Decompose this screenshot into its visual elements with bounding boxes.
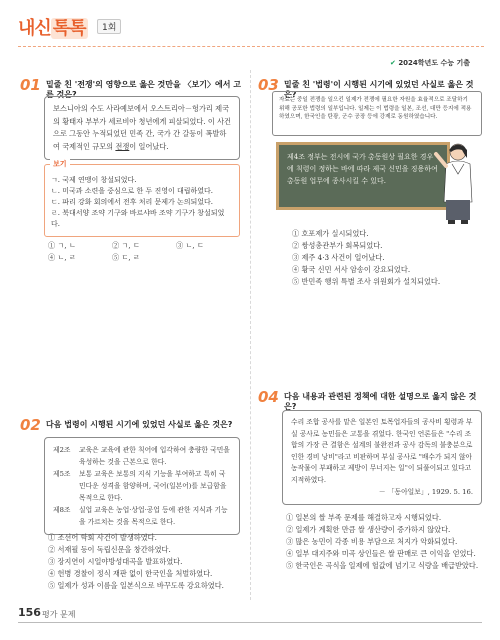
choice-3[interactable]: ③ ㄴ, ㄷ — [176, 241, 204, 250]
page-number: 156 — [18, 606, 41, 619]
choice-4[interactable]: ④ ㄴ, ㄹ — [48, 253, 76, 262]
choice-2[interactable]: ② 일제가 계획한 만큼 쌀 생산량이 증가하지 않았다. — [286, 525, 451, 534]
check-icon: ✔ — [390, 59, 396, 67]
brand-main: 내신 — [18, 18, 51, 39]
passage-text: 이 일어났다. — [129, 141, 169, 151]
choice-list — [48, 532, 244, 592]
bogi-label: 보기 — [50, 159, 70, 169]
round-tag: 1회 — [97, 19, 121, 34]
question-number: 03 — [258, 76, 279, 94]
article-text: 보통 교육은 보통의 지식 기능을 부여하고 특히 국민다운 성격을 함양하며, 국어(일본어)를 보급함을 목적으로 한다. — [79, 470, 227, 502]
passage-text: 수리 조합 공사를 맡은 일본인 토목업자들의 공사비 횡령과 부실 공사로 농민들은 고통을 겪었다. 한국인 언론들은 "수리 조합의 가장 큰 결함은 설계의 불완전과 공사 감독의 불충분으로 인한 경비 낭비"라고 비판하며 부실 공사로 "배수가 되지 않아 농작물이 부패하고 제방이 무너지는 일"이 되풀이되고 있다고 지적하였다. — [291, 418, 473, 484]
choice-list — [286, 512, 484, 572]
chalkboard: 제4조 정부는 전시에 국가 총동원상 필요한 경우에 칙령이 정하는 바에 따라 제국 신민을 징용하여 총동원 업무에 종사시킬 수 있다. — [276, 142, 450, 210]
choice-list — [48, 240, 244, 264]
exam-label — [390, 58, 470, 68]
article-number: 제8조 — [53, 506, 71, 514]
law-article — [53, 468, 231, 504]
choice-list — [292, 228, 488, 288]
article-text: 교육은 교육에 관한 칙어에 입각하여 충량한 국민을 육성하는 것을 근본으로 한다. — [79, 446, 230, 466]
choice-3[interactable]: ③ 제주 4·3 사건이 일어났다. — [292, 253, 385, 262]
bogi-item: ㄴ. 미국과 소련을 중심으로 한 두 진영이 대립하였다. — [51, 187, 214, 195]
exam-label-text: 2024학년도 수능 기출 — [398, 59, 471, 67]
question-number: 01 — [20, 76, 41, 94]
column-divider — [250, 70, 251, 600]
choice-2[interactable]: ② 서재필 등이 독립신문을 창간하였다. — [48, 545, 171, 554]
question-number: 04 — [258, 388, 279, 406]
explanation-box: 자료는 중일 전쟁을 일으킨 일제가 전쟁에 필요한 자원을 효율적으로 조달하기 위해 공포한 법령의 일부입니다. 일제는 이 법령을 일본, 조선, 대만 등지에 적용하였으며, 한국인을 탄광, 군수 공장 등에 강제로 동원하였습니다. — [272, 91, 482, 136]
law-box — [44, 437, 240, 535]
article-text: 실업 교육은 농업·상업·공업 등에 관한 지식과 기능을 가르치는 것을 목적으로 한다. — [79, 506, 228, 526]
passage-source: － 「동아일보」, 1929. 5. 16. — [378, 487, 473, 496]
choice-2[interactable]: ② ㄱ, ㄷ — [112, 241, 140, 250]
article-number: 제2조 — [53, 446, 71, 454]
choice-1[interactable]: ① 일본의 쌀 부족 문제를 해결하고자 시행되었다. — [286, 513, 442, 522]
question-text: 밑줄 친 '법령'이 시행된 시기에 있었던 사실로 옳은 것은? — [284, 80, 474, 99]
bogi-box — [44, 164, 240, 237]
brand-logo — [18, 14, 88, 40]
law-article — [53, 504, 231, 528]
question-text: 밑줄 친 '전쟁'의 영향으로 옳은 것만을 〈보기〉에서 고른 것은? — [46, 80, 241, 99]
choice-5[interactable]: ⑤ 일제가 성과 이름을 일본식으로 바꾸도록 강요하였다. — [48, 581, 224, 590]
question-text: 다음 내용과 관련된 정책에 대한 설명으로 옳지 않은 것은? — [284, 392, 477, 411]
choice-5[interactable]: ⑤ 반민족 행위 특별 조사 위원회가 설치되었다. — [292, 277, 441, 286]
article-number: 제5조 — [53, 470, 71, 478]
law-article — [53, 444, 231, 468]
bogi-item: ㄱ. 국제 연맹이 창설되었다. — [51, 176, 137, 184]
teacher-illustration — [432, 140, 480, 225]
bogi-item: ㄷ. 파리 강화 회의에서 전후 처리 문제가 논의되었다. — [51, 198, 214, 206]
choice-5[interactable]: ⑤ 한국인은 곡식을 일제에 헐값에 넘기고 식량을 배급받았다. — [286, 561, 479, 570]
brand-accent: 톡톡 — [52, 18, 86, 39]
footer-label: 평가 문제 — [42, 610, 76, 619]
passage-box — [44, 96, 240, 160]
header-divider — [18, 46, 484, 47]
footer-divider — [18, 622, 482, 623]
choice-1[interactable]: ① 호포제가 실시되었다. — [292, 229, 369, 238]
choice-4[interactable]: ④ 황국 신민 서사 암송이 강요되었다. — [292, 265, 411, 274]
choice-2[interactable]: ② 쌍성총관부가 회복되었다. — [292, 241, 383, 250]
choice-4[interactable]: ④ 일부 대지주와 미곡 상인들은 쌀 판매로 큰 이익을 얻었다. — [286, 549, 476, 558]
question-text: 다음 법령이 시행된 시기에 있었던 사실로 옳은 것은? — [46, 420, 233, 429]
choice-3[interactable]: ③ 장지연이 시일야방성대곡을 발표하였다. — [48, 557, 183, 566]
passage-text: 보스니아의 수도 사라예보에서 오스트리아－헝가리 제국의 황태자 부부가 세르비아 청년에게 피살되었다. 이 사건으로 그동안 누적되었던 민족 간, 국가 간 갈등이 폭발하여 국제적인 규모의 — [53, 104, 231, 151]
choice-5[interactable]: ⑤ ㄷ, ㄹ — [112, 253, 140, 262]
choice-4[interactable]: ④ 헌병 경찰이 정식 재판 없이 한국인을 처벌하였다. — [48, 569, 213, 578]
underlined-term: 전쟁 — [115, 141, 130, 151]
question-number: 02 — [20, 416, 41, 434]
choice-3[interactable]: ③ 많은 농민이 각종 비용 부담으로 처지가 악화되었다. — [286, 537, 458, 546]
choice-1[interactable]: ① 조선어 학회 사건이 발생하였다. — [48, 533, 157, 542]
choice-1[interactable]: ① ㄱ, ㄴ — [48, 241, 76, 250]
bogi-item: ㄹ. 북대서양 조약 기구와 바르샤바 조약 기구가 창설되었다. — [51, 209, 225, 228]
passage-box — [282, 410, 482, 505]
